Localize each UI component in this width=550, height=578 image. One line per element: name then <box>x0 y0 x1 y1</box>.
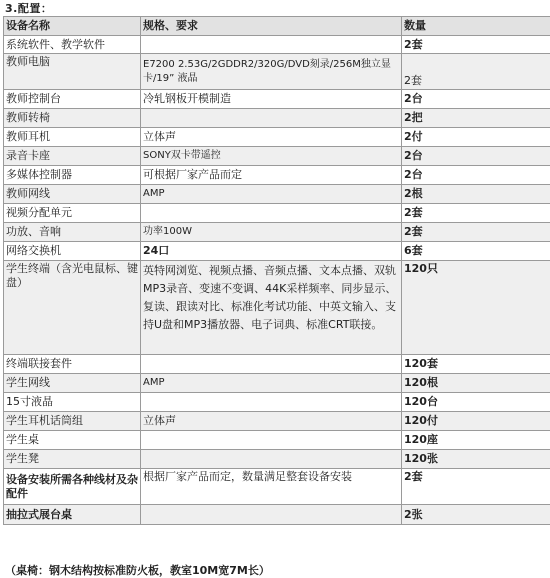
row-name: 录音卡座 <box>4 147 141 166</box>
row-spec: 24口 <box>141 242 402 261</box>
table-row <box>4 36 550 54</box>
row-spec: 冷轧钢板开模制造 <box>141 90 402 109</box>
row-qty: 2根 <box>402 185 550 204</box>
row-qty: 2套 <box>402 223 550 242</box>
table-row <box>4 128 550 147</box>
table-row <box>4 90 550 109</box>
row-spec: 可根据厂家产品而定 <box>141 166 402 185</box>
column-header-name: 设备名称 <box>4 17 141 36</box>
row-qty: 2张 <box>402 505 550 525</box>
row-name: 学生桌 <box>4 431 141 450</box>
table-row <box>4 166 550 185</box>
table-header-row <box>4 17 550 36</box>
row-name: 教师耳机 <box>4 128 141 147</box>
row-spec <box>141 204 402 223</box>
row-qty: 2套 <box>402 204 550 223</box>
table-row <box>4 505 550 525</box>
table-row <box>4 54 550 90</box>
row-name: 15寸液晶 <box>4 393 141 412</box>
table-row <box>4 374 550 393</box>
row-spec <box>141 431 402 450</box>
row-spec: 根据厂家产品而定，数量满足整套设备安装 <box>141 469 402 505</box>
row-name: 教师网线 <box>4 185 141 204</box>
table-row <box>4 393 550 412</box>
row-qty: 120套 <box>402 355 550 374</box>
row-spec <box>141 355 402 374</box>
row-spec: 英特网浏览、视频点播、音频点播、文本点播、双轨MP3录音、变速不变调、44K采样频率、同步显示、复读、跟读对比、标准化考试功能、中英文输入、支持U盘和MP3播放器、电子词典、标准CRT联接。 <box>141 261 402 355</box>
row-qty: 120付 <box>402 412 550 431</box>
section-heading: 3.配置： <box>5 0 52 16</box>
footer-note: （桌椅：钢木结构按标准防火板，教室10M宽7M长） <box>5 562 270 578</box>
row-qty: 2台 <box>402 147 550 166</box>
row-name: 学生耳机话筒组 <box>4 412 141 431</box>
row-name: 抽拉式展台桌 <box>4 505 141 525</box>
row-qty: 120根 <box>402 374 550 393</box>
table-row <box>4 469 550 505</box>
table-row <box>4 431 550 450</box>
row-name: 学生凳 <box>4 450 141 469</box>
row-name: 学生终端（含光电鼠标、键盘） <box>4 261 141 355</box>
table-row <box>4 109 550 128</box>
row-name: 设备安装所需各种线材及杂配件 <box>4 469 141 505</box>
row-name: 系统软件、教学软件 <box>4 36 141 54</box>
row-spec: AMP <box>141 374 402 393</box>
table-row <box>4 261 550 355</box>
row-name: 教师电脑 <box>4 54 141 90</box>
table-row <box>4 147 550 166</box>
row-qty: 6套 <box>402 242 550 261</box>
row-spec: E7200 2.53G/2GDDR2/320G/DVD刻录/256M独立显卡/19” 液晶 <box>141 54 402 90</box>
row-qty: 120座 <box>402 431 550 450</box>
row-name: 学生网线 <box>4 374 141 393</box>
row-spec: 立体声 <box>141 128 402 147</box>
row-qty: 2台 <box>402 90 550 109</box>
row-name: 网络交换机 <box>4 242 141 261</box>
row-qty: 2套 <box>402 469 550 505</box>
row-spec <box>141 393 402 412</box>
row-qty: 2套 <box>402 54 550 90</box>
table-row <box>4 355 550 374</box>
equipment-table <box>3 16 550 525</box>
row-name: 多媒体控制器 <box>4 166 141 185</box>
row-qty: 120张 <box>402 450 550 469</box>
row-qty: 2付 <box>402 128 550 147</box>
row-name: 视频分配单元 <box>4 204 141 223</box>
row-spec: AMP <box>141 185 402 204</box>
row-name: 终端联接套件 <box>4 355 141 374</box>
row-spec: 功率100W <box>141 223 402 242</box>
row-qty: 2套 <box>402 36 550 54</box>
column-header-spec: 规格、要求 <box>141 17 402 36</box>
table-row <box>4 204 550 223</box>
row-spec: SONY双卡带遥控 <box>141 147 402 166</box>
row-qty: 120只 <box>402 261 550 355</box>
row-name: 功放、音响 <box>4 223 141 242</box>
row-qty: 2把 <box>402 109 550 128</box>
row-spec <box>141 505 402 525</box>
row-spec <box>141 36 402 54</box>
table-row <box>4 242 550 261</box>
row-spec: 立体声 <box>141 412 402 431</box>
column-header-qty: 数量 <box>402 17 550 36</box>
row-spec <box>141 450 402 469</box>
table-row <box>4 450 550 469</box>
row-spec <box>141 109 402 128</box>
row-name: 教师控制台 <box>4 90 141 109</box>
row-qty: 2台 <box>402 166 550 185</box>
table-row <box>4 185 550 204</box>
table-row <box>4 412 550 431</box>
row-name: 教师转椅 <box>4 109 141 128</box>
table-row <box>4 223 550 242</box>
row-qty: 120台 <box>402 393 550 412</box>
